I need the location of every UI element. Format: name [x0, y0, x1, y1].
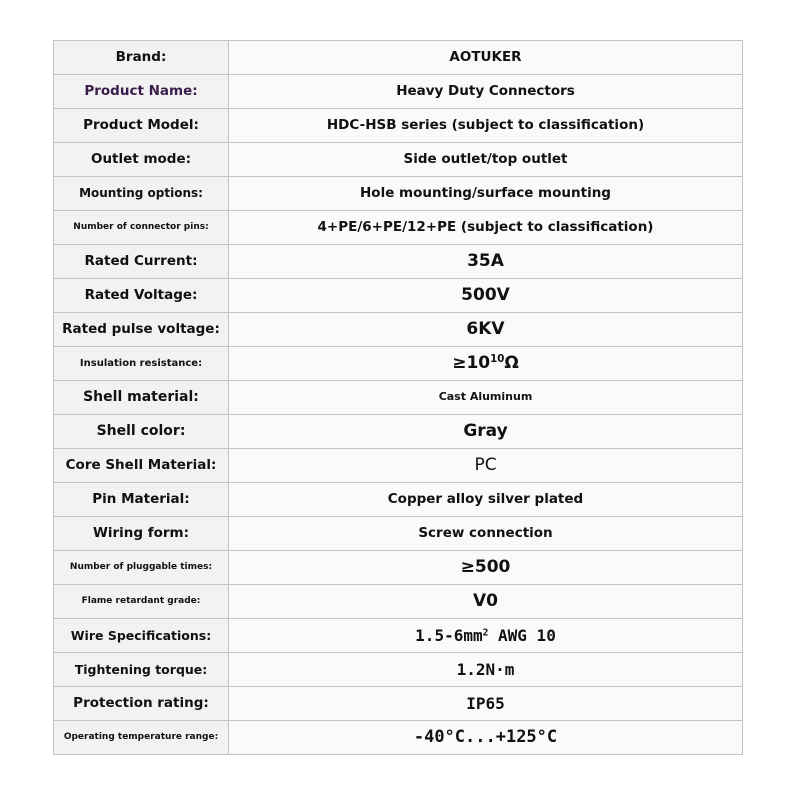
table-row — [54, 415, 743, 449]
table-row — [54, 109, 743, 143]
table-row — [54, 551, 743, 585]
insulation-resistance-exponent: 10 — [490, 354, 505, 366]
connector-pins-label: Number of connector pins: — [54, 211, 229, 245]
operating-temperature-value: -40°C...+125°C — [229, 721, 743, 755]
rated-pulse-voltage-value: 6KV — [229, 313, 743, 347]
table-row — [54, 381, 743, 415]
table-row — [54, 517, 743, 551]
insulation-resistance-label: Insulation resistance: — [54, 347, 229, 381]
outlet-mode-label: Outlet mode: — [54, 143, 229, 177]
connector-pins-value: 4+PE/6+PE/12+PE (subject to classification) — [229, 211, 743, 245]
wire-specifications-label: Wire Specifications: — [54, 619, 229, 653]
table-row — [54, 721, 743, 755]
product-model-value: HDC-HSB series (subject to classification) — [229, 109, 743, 143]
brand-label: Brand: — [54, 41, 229, 75]
wire-specifications-suffix: AWG 10 — [488, 625, 556, 645]
product-model-label: Product Model: — [54, 109, 229, 143]
table-row — [54, 245, 743, 279]
wiring-form-label: Wiring form: — [54, 517, 229, 551]
mounting-options-value: Hole mounting/surface mounting — [229, 177, 743, 211]
insulation-resistance-prefix: ≥10 — [452, 353, 491, 374]
protection-rating-value: IP65 — [229, 687, 743, 721]
rated-voltage-label: Rated Voltage: — [54, 279, 229, 313]
core-shell-material-value: PC — [229, 449, 743, 483]
protection-rating-label: Protection rating: — [54, 687, 229, 721]
insulation-resistance-unit: Ω — [504, 353, 519, 374]
wire-specifications-value — [229, 619, 743, 653]
wire-specifications-exponent: 2 — [482, 626, 489, 638]
table-row — [54, 687, 743, 721]
pluggable-times-value: ≥500 — [229, 551, 743, 585]
table-row — [54, 619, 743, 653]
table-row — [54, 211, 743, 245]
shell-color-value: Gray — [229, 415, 743, 449]
table-row — [54, 143, 743, 177]
rated-current-value: 35A — [229, 245, 743, 279]
table-row — [54, 177, 743, 211]
wiring-form-value: Screw connection — [229, 517, 743, 551]
table-row — [54, 41, 743, 75]
pin-material-value: Copper alloy silver plated — [229, 483, 743, 517]
rated-current-label: Rated Current: — [54, 245, 229, 279]
product-name-label: Product Name: — [54, 75, 229, 109]
pin-material-label: Pin Material: — [54, 483, 229, 517]
table-row — [54, 279, 743, 313]
wire-specifications-prefix: 1.5-6mm — [415, 625, 483, 645]
table-row — [54, 313, 743, 347]
table-row — [54, 653, 743, 687]
shell-material-label: Shell material: — [54, 381, 229, 415]
tightening-torque-label: Tightening torque: — [54, 653, 229, 687]
table-row — [54, 585, 743, 619]
outlet-mode-value: Side outlet/top outlet — [229, 143, 743, 177]
shell-material-value: Cast Aluminum — [229, 381, 743, 415]
insulation-resistance-value — [229, 347, 743, 381]
flame-retardant-grade-value: V0 — [229, 585, 743, 619]
table-row — [54, 75, 743, 109]
product-name-value: Heavy Duty Connectors — [229, 75, 743, 109]
rated-pulse-voltage-label: Rated pulse voltage: — [54, 313, 229, 347]
spec-table — [53, 40, 743, 755]
shell-color-label: Shell color: — [54, 415, 229, 449]
brand-value: AOTUKER — [229, 41, 743, 75]
tightening-torque-value: 1.2N·m — [229, 653, 743, 687]
mounting-options-label: Mounting options: — [54, 177, 229, 211]
flame-retardant-grade-label: Flame retardant grade: — [54, 585, 229, 619]
table-row — [54, 449, 743, 483]
core-shell-material-label: Core Shell Material: — [54, 449, 229, 483]
operating-temperature-label: Operating temperature range: — [54, 721, 229, 755]
table-row — [54, 483, 743, 517]
table-row — [54, 347, 743, 381]
rated-voltage-value: 500V — [229, 279, 743, 313]
pluggable-times-label: Number of pluggable times: — [54, 551, 229, 585]
